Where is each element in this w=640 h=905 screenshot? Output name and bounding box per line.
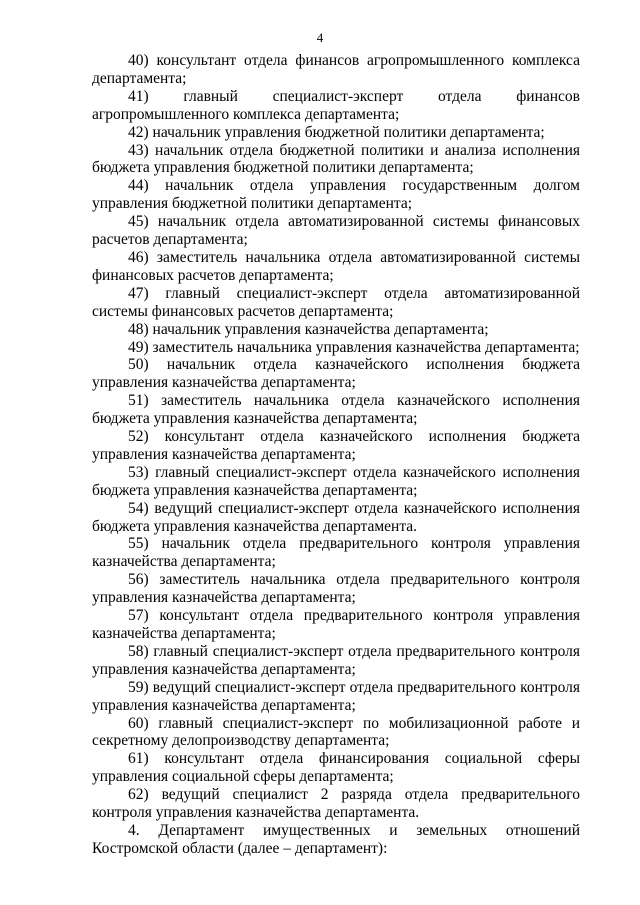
list-item-48: 48) начальник управления казначейства департамента; (128, 320, 489, 338)
list-item-55: 55) начальник отдела предварительного контроля управления казначейства департамента; (92, 535, 580, 571)
section-4-heading: 4. Департамент имущественных и земельных отношений Костромской области (далее – департамент): (92, 821, 580, 857)
document-body (92, 52, 580, 858)
list-item-46: 46) заместитель начальника отдела автоматизированной системы финансовых расчетов департамента; (92, 248, 580, 284)
list-item-51: 51) заместитель начальника отдела казначейского исполнения бюджета управления казначейства департамента; (92, 392, 580, 428)
list-item-49: 49) заместитель начальника управления казначейства департамента; (128, 338, 580, 356)
list-item-43: 43) начальник отдела бюджетной политики и анализа исполнения бюджета управления бюджетной политики департамента; (92, 141, 580, 177)
list-item-42: 42) начальник управления бюджетной политики департамента; (128, 123, 545, 141)
list-item-47: 47) главный специалист-эксперт отдела автоматизированной системы финансовых расчетов департамента; (92, 284, 580, 320)
list-item-50: 50) начальник отдела казначейского исполнения бюджета управления казначейства департамента; (92, 356, 580, 392)
list-item-58: 58) главный специалист-эксперт отдела предварительного контроля управления казначейства департамента; (92, 642, 580, 678)
page-number: 4 (316, 30, 324, 45)
list-item-56: 56) заместитель начальника отдела предварительного контроля управления казначейства департамента; (92, 571, 580, 607)
list-item-45: 45) начальник отдела автоматизированной системы финансовых расчетов департамента; (92, 213, 580, 249)
list-item-61: 61) консультант отдела финансирования социальной сферы управления социальной сферы департамента; (92, 750, 580, 786)
list-item-40: 40) консультант отдела финансов агропромышленного комплекса департамента; (92, 52, 580, 87)
list-item-59: 59) ведущий специалист-эксперт отдела предварительного контроля управления казначейства департамента; (92, 678, 580, 714)
list-item-54: 54) ведущий специалист-эксперт отдела казначейского исполнения бюджета управления казначейства департамента. (92, 499, 580, 535)
list-item-52: 52) консультант отдела казначейского исполнения бюджета управления казначейства департамента; (92, 428, 580, 463)
list-item-60: 60) главный специалист-эксперт по мобилизационной работе и секретному делопроизводству департамента; (92, 714, 580, 750)
list-item-57: 57) консультант отдела предварительного контроля управления казначейства департамента; (92, 607, 580, 642)
list-item-41: 41) главный специалист-эксперт отдела финансов агропромышленного комплекса департамента; (92, 87, 580, 123)
list-item-62: 62) ведущий специалист 2 разряда отдела предварительного контроля управления казначейства департамента. (92, 786, 580, 822)
list-item-44: 44) начальник отдела управления государственным долгом управления бюджетной политики департамента; (92, 177, 580, 213)
list-item-53: 53) главный специалист-эксперт отдела казначейского исполнения бюджета управления казначейства департамента; (92, 463, 580, 499)
